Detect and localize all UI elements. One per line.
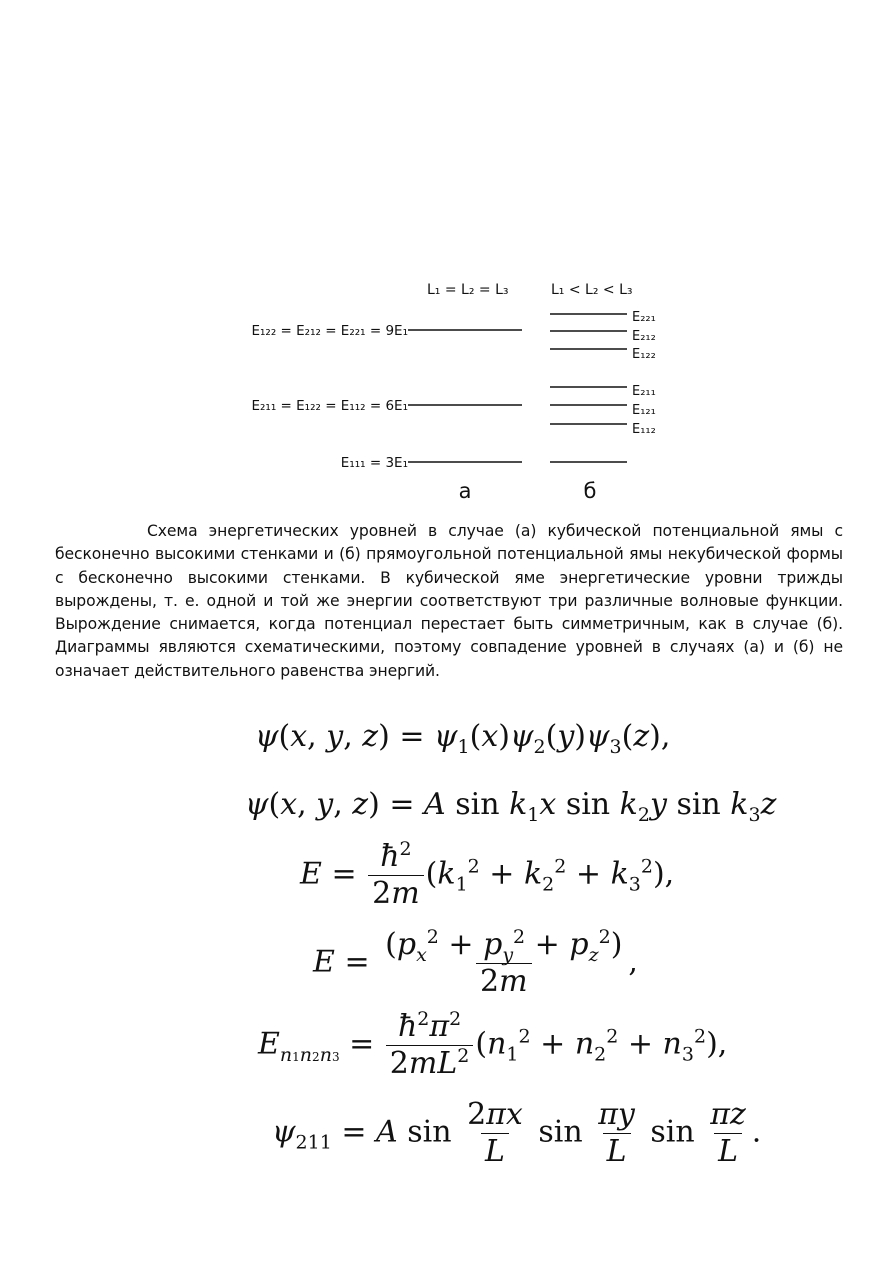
- level-a-label: E₁₂₂ = E₂₁₂ = E₂₂₁ = 9E₁: [251, 323, 408, 339]
- header-noncubic: L₁ < L₂ < L₃: [551, 282, 633, 298]
- panel-label-b: б: [583, 479, 597, 503]
- level-b-label: E₁₂₁: [632, 403, 656, 418]
- level-b-label: E₁₂₂: [632, 347, 656, 362]
- equation-2: ψ(x, y, z) = A $\sin k_1x$ $\sin k_2y$ $\sin k_3z$: [245, 787, 777, 826]
- equation-4: E = $\frac{(p_x^2 + p_y^2 + p_z^2)}{2m}$ ,: [313, 926, 638, 999]
- equation-5: $E_{n1n2n3}$ = $\frac{ħ^2\pi^2}{2mL^2}$ $(n_1^2 + n_2^2 + n_3^2)$,: [258, 1008, 728, 1081]
- equation-3: E = $\frac{ħ^2}{2m}$ $(k_1^2 + k_2^2 + k_3^2)$,: [300, 838, 675, 911]
- energy-level-diagram: [0, 0, 893, 510]
- level-a-label: E₁₁₁ = 3E₁: [340, 455, 408, 471]
- level-b-label: E₂₁₁: [632, 384, 656, 399]
- level-b-label: E₂₁₂: [632, 329, 656, 344]
- level-b-label: E₁₁₂: [632, 422, 656, 437]
- caption-text: Схема энергетических уровней в случае (а) кубической потенциальной ямы с бесконечно высокими стенками и (б) прямоугольной потенциальной ямы некубической формы с бесконечно высокими стенками. В кубической яме энергетические уровни трижды вырождены, т. е. одной и той же энергии соответствуют три различные волновые функции. Вырождение снимается, когда потенциал перестает быть симметричным, как в случае (б). Диаграммы являются схематическими, поэтому совпадение уровней в случаях (а) и (б) не означает действительного равенства энергий.: [55, 522, 843, 680]
- equation-6: $\psi_{211} = A$ sin $\frac{2\pi x}{L}$ sin $\frac{\pi y}{L}$ sin $\frac{\pi z}{L}$ .: [272, 1097, 762, 1169]
- level-b-label: E₂₂₁: [632, 310, 656, 325]
- header-cubic: L₁ = L₂ = L₃: [427, 282, 509, 298]
- figure-caption: [55, 520, 843, 683]
- level-a-label: E₂₁₁ = E₁₂₂ = E₁₁₂ = 6E₁: [251, 398, 408, 414]
- equation-1: ψ(x, y, $z) = \psi_1(x)\psi_2(y)\psi_3(z)$,: [255, 719, 671, 758]
- panel-label-a: а: [458, 479, 472, 503]
